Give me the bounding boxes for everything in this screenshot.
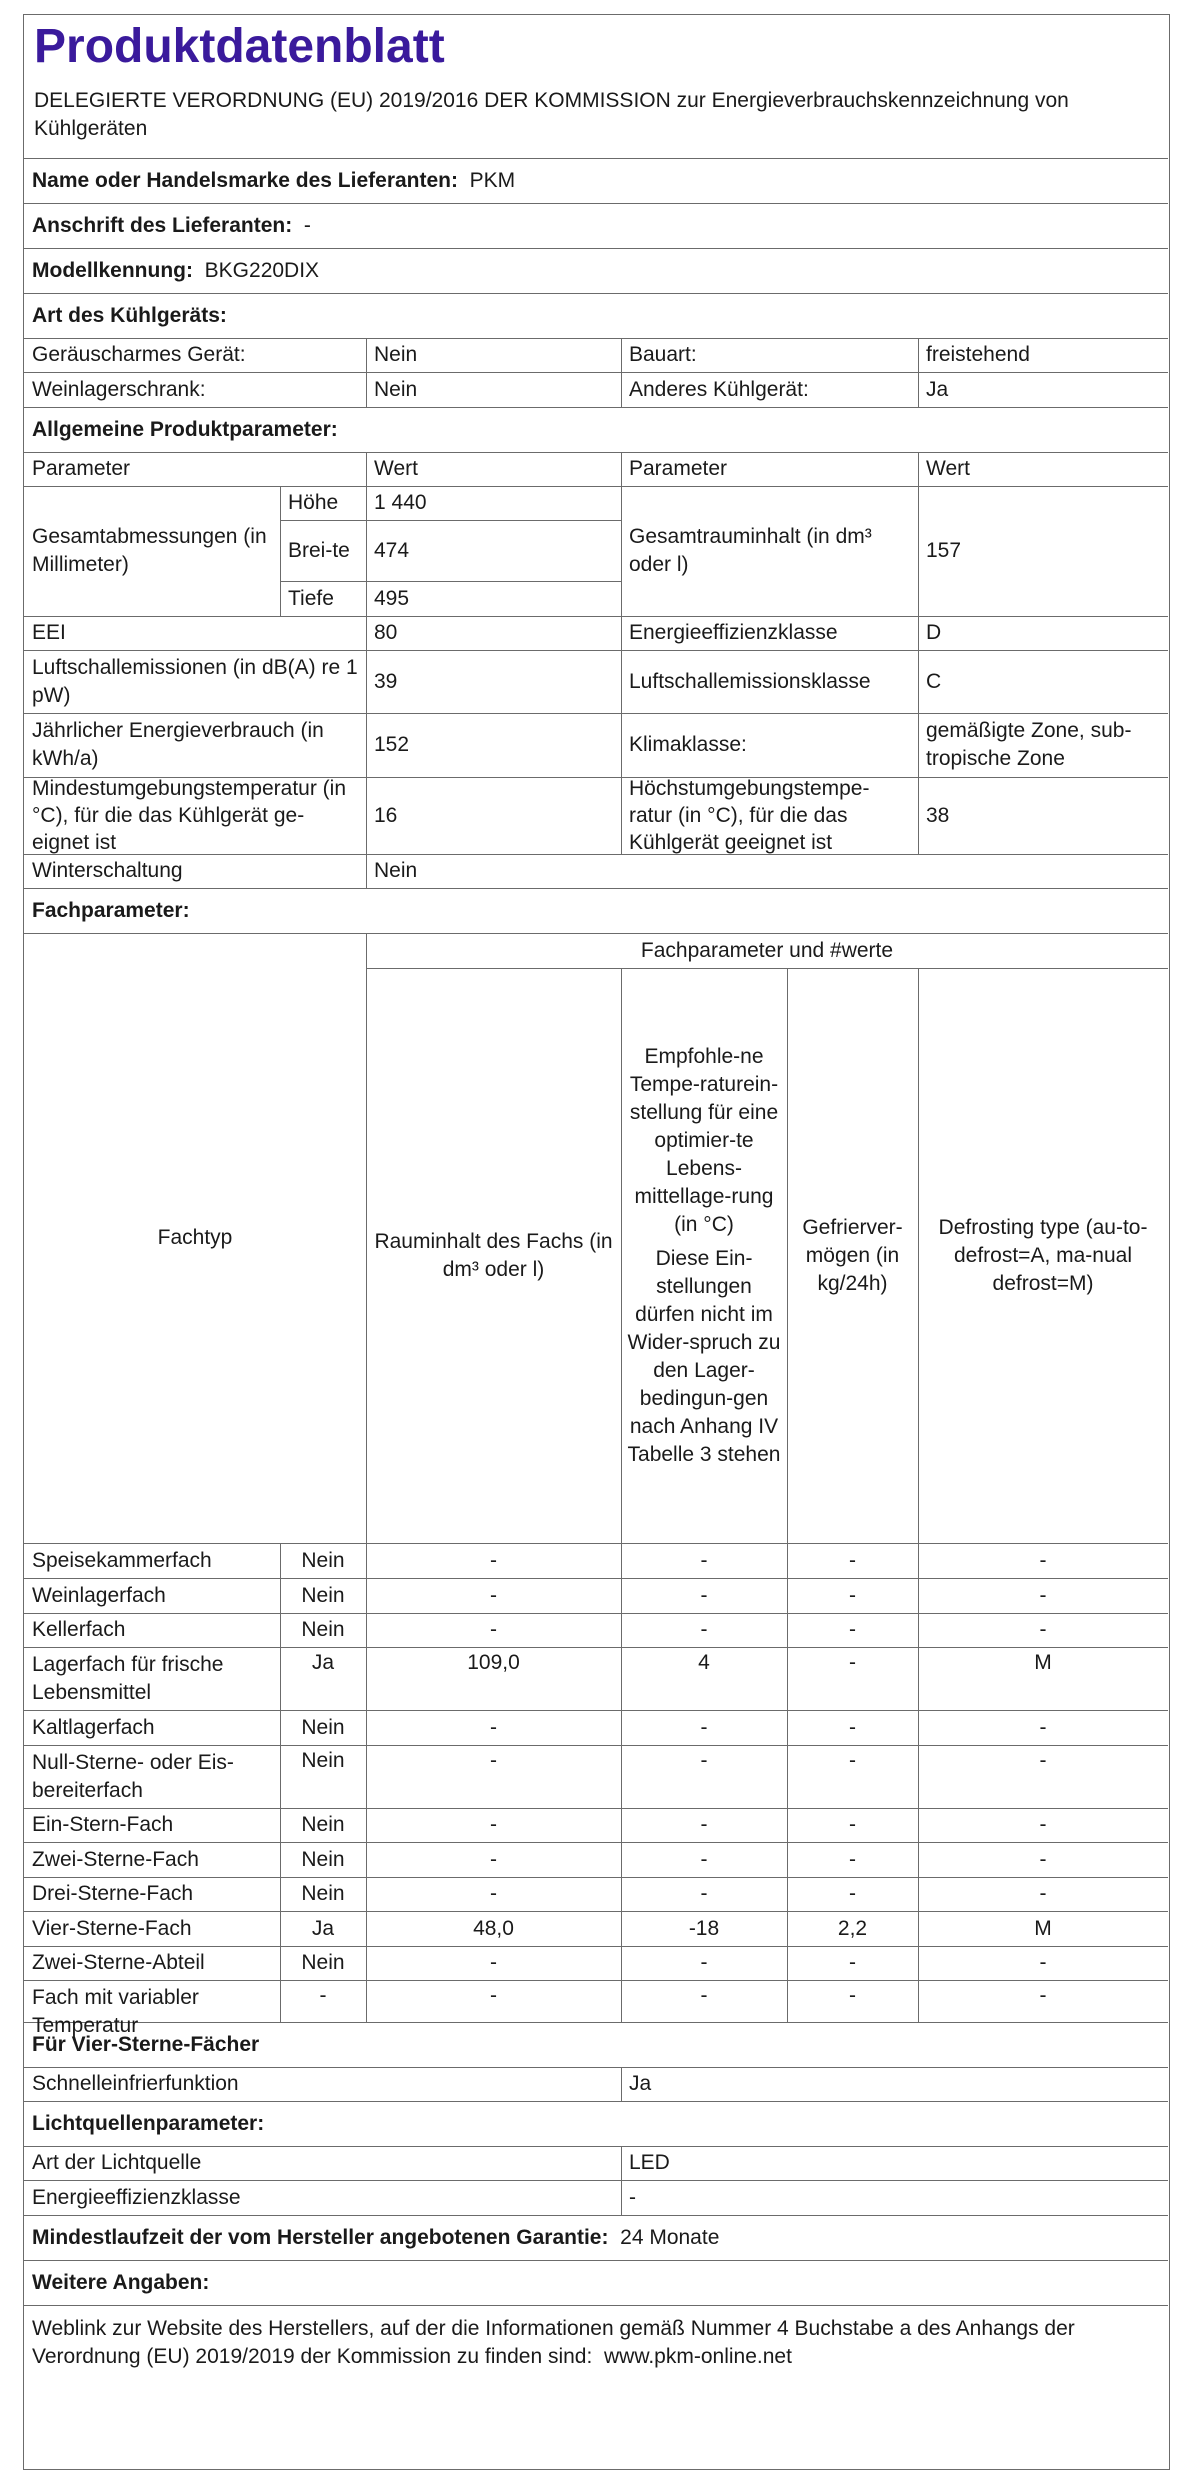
consumption-value: 152 [374,733,410,756]
compartment-present-cell: Nein [301,1882,345,1905]
dimensions-label: Gesamtabmessungen (in Millimeter) [32,525,267,576]
compartment-temp-cell: - [700,1618,708,1641]
compartment-volume-cell: - [490,1548,497,1572]
compartment-name-cell: Null-Sterne- oder Eis-bereiterfach [32,1750,234,1802]
model-row [24,248,1168,293]
light-type-value: LED [629,2151,670,2174]
general-params-heading: Allgemeine Produktparameter: [32,417,338,441]
compartment-name-cell: Zwei-Sterne-Fach [32,1847,199,1871]
noise-class-label: Luftschallemissionsklasse [629,669,871,693]
regulation-text: DELEGIERTE VERORDNUNG (EU) 2019/2016 DER KOMMISSION zur Energieverbrauchskennzeichnung von Kühlgeräten [34,89,1069,140]
compartment-freeze-cell: - [849,1951,856,1974]
noise-label: Luftschallemissionen (in dB(A) re 1 pW) [32,655,358,707]
depth-value: 495 [374,586,410,610]
max-temp-label: Höchstumgebungstempe-ratur (in °C), für die das Kühlgerät geeignet ist [629,777,870,854]
total-volume-label: Gesamtrauminhalt (in dm³ oder l) [629,525,872,576]
compartment-volume-cell: - [490,1951,497,1974]
col-temp-text-a: Empfohle-ne Tempe-raturein-stellung für eine optimier-te Lebens-mittellage-rung (in °C) [629,1044,779,1236]
compartment-defrost-cell: - [1039,1548,1047,1572]
col-defrost-type: Defrosting type (au-to-defrost=A, ma-nual defrost=M) [938,1215,1148,1295]
compartment-name-cell: Vier-Sterne-Fach [32,1916,192,1940]
compartment-name-cell: Weinlagerfach [32,1583,166,1607]
compartment-volume-cell: - [490,1749,497,1772]
other-appliance-value: Ja [926,377,949,401]
compartment-present-cell: Nein [301,1583,345,1607]
compartment-temp-cell: - [700,1984,708,2007]
compartment-freeze-cell: - [849,1749,856,1772]
compartment-freeze-cell: - [849,1548,856,1572]
compartment-defrost-cell: - [1039,1882,1047,1905]
compartment-defrost-cell: - [1039,1618,1047,1641]
other-appliance-label: Anderes Kühlgerät: [629,377,809,401]
page-title: Produktdatenblatt [34,20,445,73]
supplier-name-row [24,158,1168,203]
compartment-freeze-cell: - [849,1813,856,1836]
winter-switch-value: Nein [374,859,418,882]
compartment-freeze-cell: - [849,1651,856,1674]
wine-cabinet-value: Nein [374,377,418,401]
model-value: BKG220DIX [204,258,320,282]
compartment-freeze-cell: - [849,1618,856,1641]
design-label: Bauart: [629,343,697,366]
compartment-temp-cell: - [700,1882,708,1905]
wine-cabinet-label: Weinlagerschrank: [32,377,206,401]
low-noise-value: Nein [374,343,418,366]
compartment-temp-cell: 4 [698,1651,710,1674]
supplier-name-label: Name oder Handelsmarke des Lieferanten: [32,168,458,192]
compartment-freeze-cell: - [849,1847,856,1871]
depth-label: Tiefe [288,586,334,610]
eei-value: 80 [374,621,398,644]
supplier-address-value: - [303,213,311,237]
compartment-params-heading: Fachparameter: [32,898,190,922]
compartment-defrost-cell: - [1039,1583,1047,1607]
design-value: freistehend [926,343,1030,366]
compartment-temp-cell: - [700,1583,708,1607]
compartment-defrost-cell: - [1039,1813,1047,1836]
min-temp-label: Mindestumgebungstemperatur (in °C), für die das Kühlgerät ge-eignet ist [32,777,346,854]
climate-class-value: gemäßigte Zone, sub-tropische Zone [926,719,1132,770]
compartment-name-cell: Kellerfach [32,1618,126,1641]
four-star-heading: Für Vier-Sterne-Fächer [32,2032,260,2056]
compartment-temp-cell: - [700,1847,708,1871]
compartment-name-cell: Kaltlagerfach [32,1715,155,1739]
compartment-volume-cell: - [490,1583,497,1607]
compartment-present-cell: Nein [301,1749,345,1772]
compartment-volume-cell: 48,0 [473,1916,514,1940]
width-value: 474 [374,538,410,562]
compartment-present-cell: - [319,1984,327,2007]
eei-label: EEI [32,621,66,644]
consumption-label: Jährlicher Energieverbrauch (in kWh/a) [32,719,324,770]
col-group-header: Fachparameter und #werte [640,938,894,962]
compartment-volume-cell: 109,0 [467,1651,520,1674]
col-volume: Rauminhalt des Fachs (in dm³ oder l) [374,1229,613,1281]
compartment-defrost-cell: - [1039,1749,1047,1772]
compartment-temp-cell: - [700,1715,708,1739]
compartment-name-cell: Drei-Sterne-Fach [32,1882,194,1905]
warranty-row [24,2215,1168,2260]
col-recommended-temp [621,968,787,1543]
low-noise-label: Geräuscharmes Gerät: [32,343,246,366]
compartment-defrost-cell: - [1039,1951,1047,1974]
compartment-volume-cell: - [490,1847,497,1871]
compartment-present-cell: Nein [301,1813,345,1836]
col-compartment-type: Fachtyp [157,1226,233,1249]
compartment-temp-cell: - [700,1813,708,1836]
compartment-present-cell: Nein [301,1548,345,1572]
compartment-defrost-cell: M [1034,1916,1052,1940]
noise-value: 39 [374,669,398,693]
height-label: Höhe [288,491,339,514]
compartment-present-cell: Nein [301,1951,345,1974]
light-class-value: - [629,2185,636,2209]
further-info-text [24,2305,1168,2385]
appliance-type-heading: Art des Kühlgeräts: [32,303,227,327]
compartment-present-cell: Nein [301,1715,345,1739]
compartment-freeze-cell: - [849,1715,856,1739]
fast-freeze-label: Schnelleinfrierfunktion [32,2072,239,2095]
energy-class-label: Energieeffizienzklasse [629,621,838,644]
compartment-temp-cell: - [700,1951,708,1974]
climate-class-label: Klimaklasse: [629,733,747,756]
compartment-temp-cell: -18 [688,1916,720,1940]
compartment-volume-cell: - [490,1984,497,2007]
fast-freeze-value: Ja [629,2072,652,2095]
light-source-heading: Lichtquellenparameter: [32,2111,265,2135]
min-temp-value: 16 [374,803,398,827]
supplier-address-row [24,203,1168,248]
col-freezing-capacity: Gefrierver-mögen (in kg/24h) [802,1215,903,1295]
compartment-volume-cell: - [490,1618,497,1641]
compartment-name-cell: Fach mit variabler Temperatur [32,1985,199,2037]
height-value: 1 440 [374,491,427,514]
compartment-name-cell: Speisekammerfach [32,1548,212,1572]
compartment-temp-cell: - [700,1548,708,1572]
supplier-name-value: PKM [469,168,516,192]
supplier-address-label: Anschrift des Lieferanten: [32,213,293,237]
compartment-defrost-cell: - [1039,1984,1047,2007]
compartment-freeze-cell: 2,2 [837,1916,868,1940]
col-temp-text-b: Diese Ein-stellungen dürfen nicht im Wider-spruch zu den Lager-bedingun-gen nach Anhang IV Tabelle 3 stehen [627,1246,781,1466]
col-parameter: Parameter [32,457,131,480]
col-parameter-2: Parameter [629,457,728,480]
compartment-defrost-cell: - [1039,1715,1047,1739]
width-label: Brei-te [288,538,350,562]
further-info-heading: Weitere Angaben: [32,2270,210,2294]
max-temp-value: 38 [926,803,950,827]
product-data-sheet [23,14,1170,2470]
compartment-volume-cell: - [490,1715,497,1739]
light-class-label: Energieeffizienzklasse [32,2185,241,2209]
col-value: Wert [374,457,418,480]
compartment-name-cell: Ein-Stern-Fach [32,1813,174,1836]
winter-switch-label: Winterschaltung [32,859,183,882]
energy-class-value: D [926,621,942,644]
noise-class-value: C [926,669,942,693]
warranty-label: Mindestlaufzeit der vom Hersteller angebotenen Garantie: [32,2225,609,2249]
compartment-name-cell: Zwei-Sterne-Abteil [32,1951,205,1974]
total-volume-value: 157 [926,539,962,562]
compartment-volume-cell: - [490,1882,497,1905]
compartment-present-cell: Ja [311,1916,335,1940]
compartment-freeze-cell: - [849,1984,856,2007]
compartment-defrost-cell: - [1039,1847,1047,1871]
manufacturer-url[interactable]: www.pkm-online.net [604,2345,792,2368]
compartment-freeze-cell: - [849,1583,856,1607]
warranty-value: 24 Monate [620,2225,720,2249]
col-value-2: Wert [926,457,970,480]
compartment-volume-cell: - [490,1813,497,1836]
model-label: Modellkennung: [32,258,193,282]
light-type-label: Art der Lichtquelle [32,2151,202,2174]
compartment-freeze-cell: - [849,1882,856,1905]
compartment-present-cell: Nein [301,1618,345,1641]
compartment-temp-cell: - [700,1749,708,1772]
compartment-defrost-cell: M [1034,1651,1052,1674]
compartment-name-cell: Lagerfach für frische Lebensmittel [32,1652,224,1704]
further-info-description: Weblink zur Website des Herstellers, auf der die Informationen gemäß Nummer 4 Buchstabe a des Anhangs der Verordnung (EU) 2019/2019 der Kommission zu finden sind: [32,2317,1075,2368]
compartment-present-cell: Ja [311,1651,335,1674]
compartment-present-cell: Nein [301,1847,345,1871]
